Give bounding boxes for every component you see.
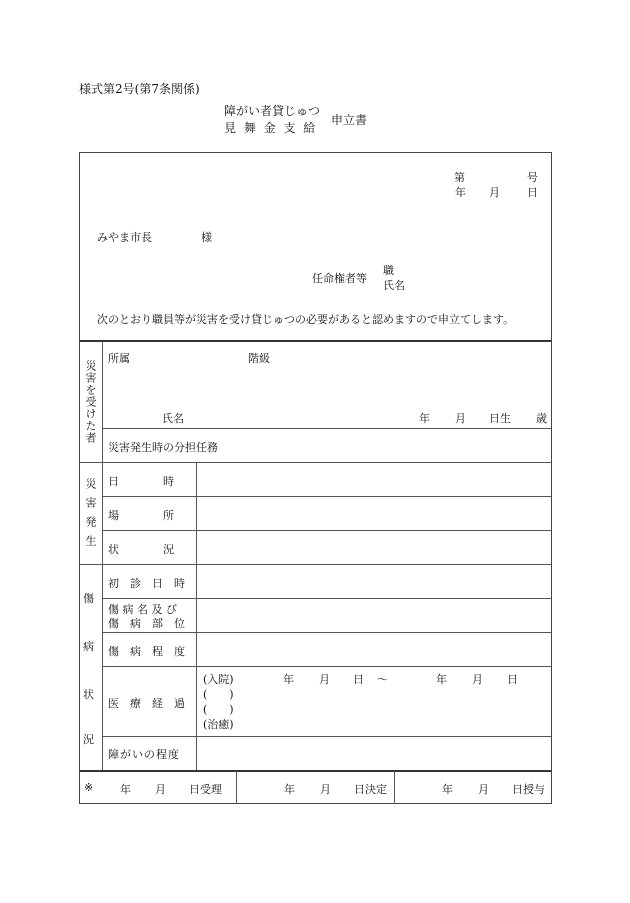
received-month: 月 — [155, 783, 166, 796]
disability-degree-label: 障がいの程度 — [108, 748, 180, 761]
disaster-place-label: 場 所 — [108, 509, 174, 522]
divider-section-col — [102, 341, 103, 770]
divider-d2 — [102, 530, 551, 531]
disaster-section-label: 災害発生 — [84, 478, 97, 554]
period-start-year: 年 — [283, 673, 294, 686]
age-label: 歳 — [536, 412, 547, 425]
addressee-name: みやま市長 — [97, 231, 152, 244]
date-day: 日 — [527, 186, 538, 199]
decided-day: 日決定 — [354, 783, 387, 796]
period-end-day: 日 — [507, 673, 518, 686]
title-line-1: 障がい者貸じゅつ — [224, 104, 321, 118]
birth-year: 年 — [419, 412, 430, 425]
affiliation-label: 所属 — [108, 352, 130, 365]
addressee-honorific: 様 — [201, 231, 212, 244]
granted-day: 日授与 — [512, 783, 545, 796]
duty-label: 災害発生時の分担任務 — [108, 441, 218, 454]
granted-year: 年 — [442, 783, 453, 796]
name-label: 氏名 — [162, 412, 184, 425]
granted-month: 月 — [478, 783, 489, 796]
divider-i1 — [102, 598, 551, 599]
treatment-inpatient: (入院) — [203, 673, 234, 686]
statement-text: 次のとおり職員等が災害を受け貸じゅつの必要があると認めますので申立てします。 — [97, 313, 515, 326]
divider-d1 — [102, 496, 551, 497]
divider-i3 — [102, 666, 551, 667]
date-month: 月 — [489, 186, 500, 199]
disaster-status-label: 状 況 — [108, 543, 174, 556]
severity-label: 傷 病 程 度 — [108, 645, 185, 658]
divider-i2 — [102, 632, 551, 633]
date-year: 年 — [455, 186, 466, 199]
injury-label-3: 状 — [83, 688, 94, 701]
decided-month: 月 — [320, 783, 331, 796]
period-end-month: 月 — [472, 673, 483, 686]
period-start-day: 日 — [353, 673, 364, 686]
period-start-month: 月 — [319, 673, 330, 686]
divider-duty — [102, 428, 551, 429]
number-prefix: 第 — [454, 171, 465, 184]
received-year: 年 — [120, 783, 131, 796]
received-day: 日受理 — [189, 783, 222, 796]
divider-victim — [80, 462, 551, 463]
grade-label: 階級 — [248, 352, 270, 365]
disaster-datetime-label: 日 時 — [108, 475, 174, 488]
number-suffix: 号 — [527, 171, 538, 184]
treatment-cured: (治癒) — [203, 718, 234, 731]
divider-disaster — [80, 564, 551, 565]
title-suffix: 申立書 — [331, 113, 368, 127]
appointer-position: 職 — [383, 264, 394, 277]
form-number: 様式第2号(第7条関係) — [79, 82, 200, 96]
divider-label-col — [196, 463, 197, 770]
treatment-blank-1: ( ) — [203, 688, 234, 701]
birth-month: 月 — [455, 412, 466, 425]
period-tilde: 〜 — [377, 673, 388, 686]
period-end-year: 年 — [436, 673, 447, 686]
title-line-2: 見 舞 金 支 給 — [224, 121, 318, 135]
victim-section-label: 災害を受けた者 — [84, 360, 97, 444]
footer-mark: ※ — [84, 781, 94, 794]
divider-header — [80, 340, 551, 342]
appointer-name: 氏名 — [383, 279, 405, 292]
first-exam-label: 初 診 日 時 — [108, 577, 185, 590]
injury-name-label-1: 傷 病 名 及 び — [108, 603, 177, 616]
injury-label-4: 況 — [83, 733, 94, 746]
treatment-blank-2: ( ) — [203, 703, 234, 716]
appointer-label: 任命権者等 — [312, 272, 367, 285]
divider-footer-2 — [394, 771, 395, 804]
treatment-label: 医 療 経 過 — [108, 697, 185, 710]
injury-label-2: 病 — [83, 640, 94, 653]
divider-footer-1 — [236, 771, 237, 804]
divider-footer — [80, 770, 551, 772]
birth-day: 日生 — [489, 412, 511, 425]
injury-name-label-2: 傷 病 部 位 — [108, 617, 185, 630]
decided-year: 年 — [284, 783, 295, 796]
divider-i4 — [102, 736, 551, 737]
injury-label-1: 傷 — [83, 592, 94, 605]
